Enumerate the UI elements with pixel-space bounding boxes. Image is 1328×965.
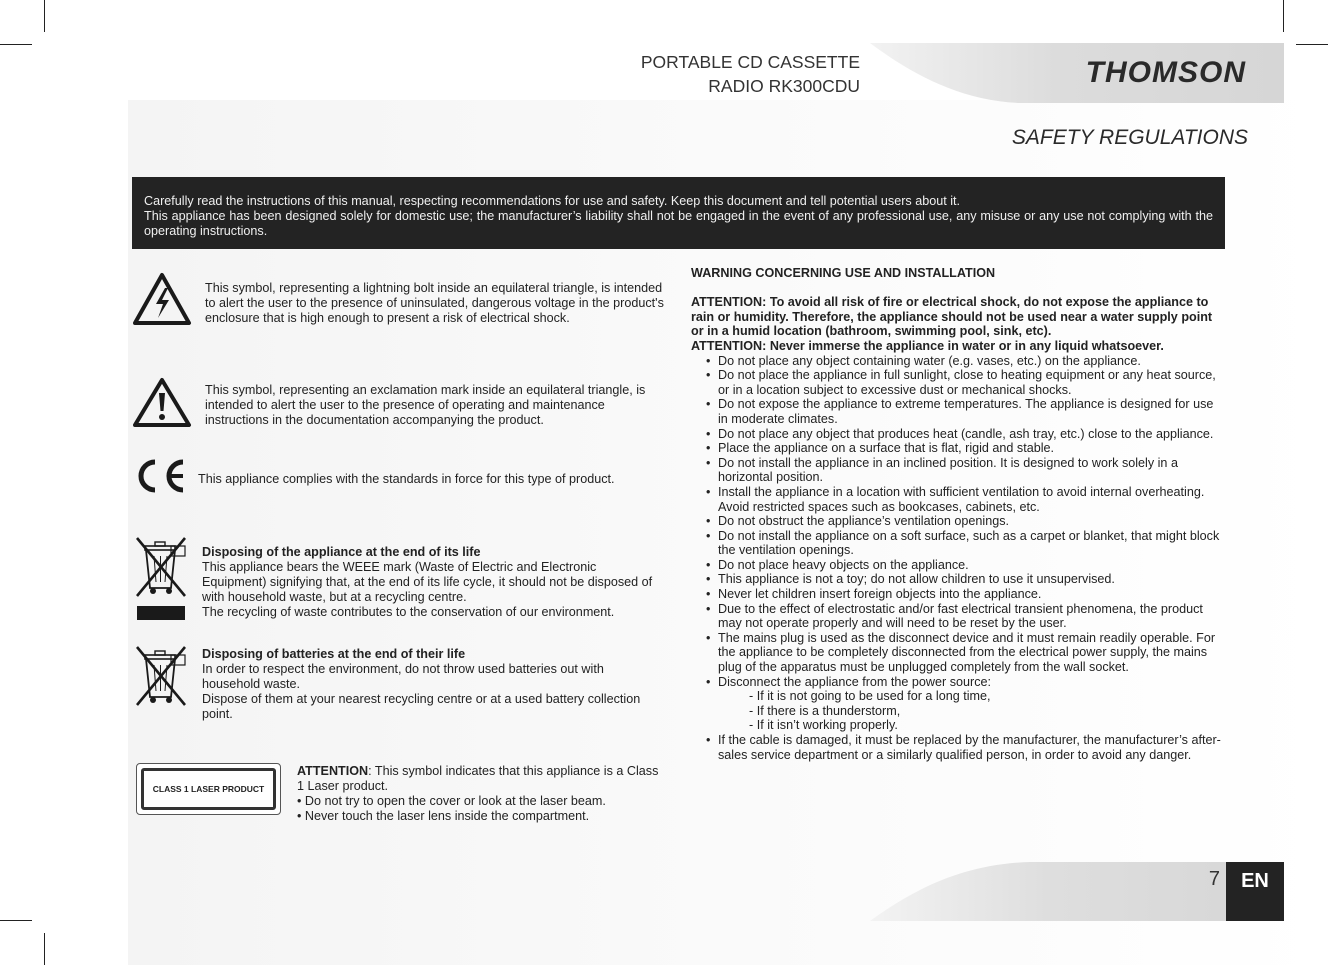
warning-item: • Do not place any object that produces heat (candle, ash tray, etc.) close to the appliance.: [691, 427, 1223, 442]
weee-text-2: The recycling of waste contributes to the conservation of our environment.: [202, 605, 615, 619]
spacer: [691, 281, 1223, 296]
crop-mark: [1296, 44, 1328, 45]
warning-item: • The mains plug is used as the disconnect device and it must remain readily operable. For the appliance to be completely disconnected from the electrical power supply, the mains plug of the apparatus must be unplugged completely from the wall socket.: [691, 631, 1223, 675]
product-line-2: RADIO RK300CDU: [708, 76, 860, 96]
warning-section: [691, 266, 1223, 762]
warning-item: • Do not place any object containing water (e.g. vases, etc.) on the appliance.: [691, 354, 1223, 369]
warning-item: • If the cable is damaged, it must be replaced by the manufacturer, the manufacturer’s after-sales service department or a similarly qualified person, in order to avoid any danger.: [691, 733, 1223, 762]
exclamation-triangle-icon: [132, 377, 192, 429]
language-tab: EN: [1226, 862, 1284, 921]
crop-mark: [0, 44, 32, 45]
lightning-description: This symbol, representing a lightning bolt inside an equilateral triangle, is intended to alert the user to the presence of uninsulated, dangerous voltage in the product's enclosure that is high enough to present a risk of electrical shock.: [205, 281, 664, 325]
brand-logo: THOMSON: [1085, 56, 1246, 89]
intro-line-2: This appliance has been designed solely for domestic use; the manufacturer’s liability shall not be engaged in the event of any professional use, any misuse or any use not complying with the operating instructions.: [144, 209, 1213, 238]
intro-line-1: Carefully read the instructions of this manual, respecting recommendations for use and safety. Keep this document and tell potential users about it.: [144, 194, 961, 208]
warning-item: • Do not place heavy objects on the appliance.: [691, 558, 1223, 573]
weee-text-1: This appliance bears the WEEE mark (Waste of Electric and Electronic Equipment) signifying that, at the end of its life cycle, it should not be disposed of with household waste, but at a recycling centre.: [202, 560, 653, 604]
warning-item: • Do not expose the appliance to extreme temperatures. The appliance is designed for use in moderate climates.: [691, 397, 1223, 426]
page-number: 7: [1208, 868, 1220, 890]
batteries-text-1: In order to respect the environment, do not throw used batteries out with household waste.: [202, 662, 604, 691]
warning-item: • Do not obstruct the appliance’s ventilation openings.: [691, 514, 1223, 529]
warning-attention-2: ATTENTION: Never immerse the appliance in water or in any liquid whatsoever.: [691, 338, 1164, 353]
laser-description: [297, 764, 667, 824]
section-title: SAFETY REGULATIONS: [1011, 126, 1248, 149]
laser-attention: ATTENTION: [297, 764, 369, 778]
batteries-description: [202, 647, 662, 722]
weee-title: Disposing of the appliance at the end of its life: [202, 545, 481, 559]
laser-bullet-1: • Do not try to open the cover or look at the laser beam.: [297, 794, 606, 808]
warning-sub-item: - If it is not going to be used for a long time,: [749, 689, 991, 704]
warning-list: [691, 354, 1223, 690]
crop-mark: [0, 920, 32, 921]
laser-label-text: CLASS 1 LASER PRODUCT: [141, 768, 276, 810]
crossed-bin-icon: [133, 645, 189, 709]
lightning-triangle-icon: [132, 271, 192, 327]
weee-description: [202, 545, 662, 620]
warning-sub-item: - If it isn’t working properly.: [749, 718, 898, 733]
product-title: [560, 50, 860, 98]
crossed-bin-icon: [133, 536, 189, 622]
warning-item: • Do not install the appliance on a soft surface, such as a carpet or blanket, that might block the ventilation openings.: [691, 529, 1223, 558]
laser-text: : This symbol indicates that this appliance is a Class 1 Laser product.: [297, 764, 659, 793]
warning-sub-item: - If there is a thunderstorm,: [749, 703, 901, 718]
warning-heading: WARNING CONCERNING USE AND INSTALLATION: [691, 266, 996, 280]
warning-item: • Place the appliance on a surface that is flat, rigid and stable.: [691, 441, 1223, 456]
warning-item: • Do not install the appliance in an inclined position. It is designed to work solely in a horizontal position.: [691, 456, 1223, 485]
batteries-title: Disposing of batteries at the end of their life: [202, 647, 466, 661]
product-line-1: PORTABLE CD CASSETTE: [640, 52, 860, 72]
warning-list-end: [691, 733, 1223, 762]
warning-item: • This appliance is not a toy; do not allow children to use it unsupervised.: [691, 572, 1223, 587]
intro-banner: [132, 177, 1225, 249]
footer-band: [870, 862, 1226, 921]
warning-item: • Due to the effect of electrostatic and/or fast electrical transient phenomena, the product may not operate properly and will need to be reset by the user.: [691, 602, 1223, 631]
exclamation-description: This symbol, representing an exclamation mark inside an equilateral triangle, is intended to alert the user to the presence of operating and maintenance instructions in the documentation accompanying the product.: [205, 383, 646, 427]
ce-mark-icon: [131, 456, 189, 496]
laser-label: [136, 763, 281, 815]
laser-bullet-2: • Never touch the laser lens inside the compartment.: [297, 809, 590, 823]
ce-description: This appliance complies with the standards in force for this type of product.: [198, 472, 615, 486]
crop-mark: [1283, 0, 1284, 32]
warning-item: • Disconnect the appliance from the power source:: [691, 675, 1223, 690]
warning-attention-1: ATTENTION: To avoid all risk of fire or electrical shock, do not expose the appliance to rain or humidity. Therefore, the appliance should not be used near a water supply point or in a humid location (bathroom, swimming pool, sink, etc).: [691, 295, 1213, 339]
warning-item: • Install the appliance in a location with sufficient ventilation to avoid internal overheating. Avoid restricted spaces such as bookcases, cabinets, etc.: [691, 485, 1223, 514]
crop-mark: [44, 0, 45, 32]
warning-item: • Never let children insert foreign objects into the appliance.: [691, 587, 1223, 602]
batteries-text-2: Dispose of them at your nearest recycling centre or at a used battery collection point.: [202, 692, 641, 721]
crop-mark: [44, 933, 45, 965]
warning-item: • Do not place the appliance in full sunlight, close to heating equipment or any heat source, or in a location subject to excessive dust or mechanical shocks.: [691, 368, 1223, 397]
